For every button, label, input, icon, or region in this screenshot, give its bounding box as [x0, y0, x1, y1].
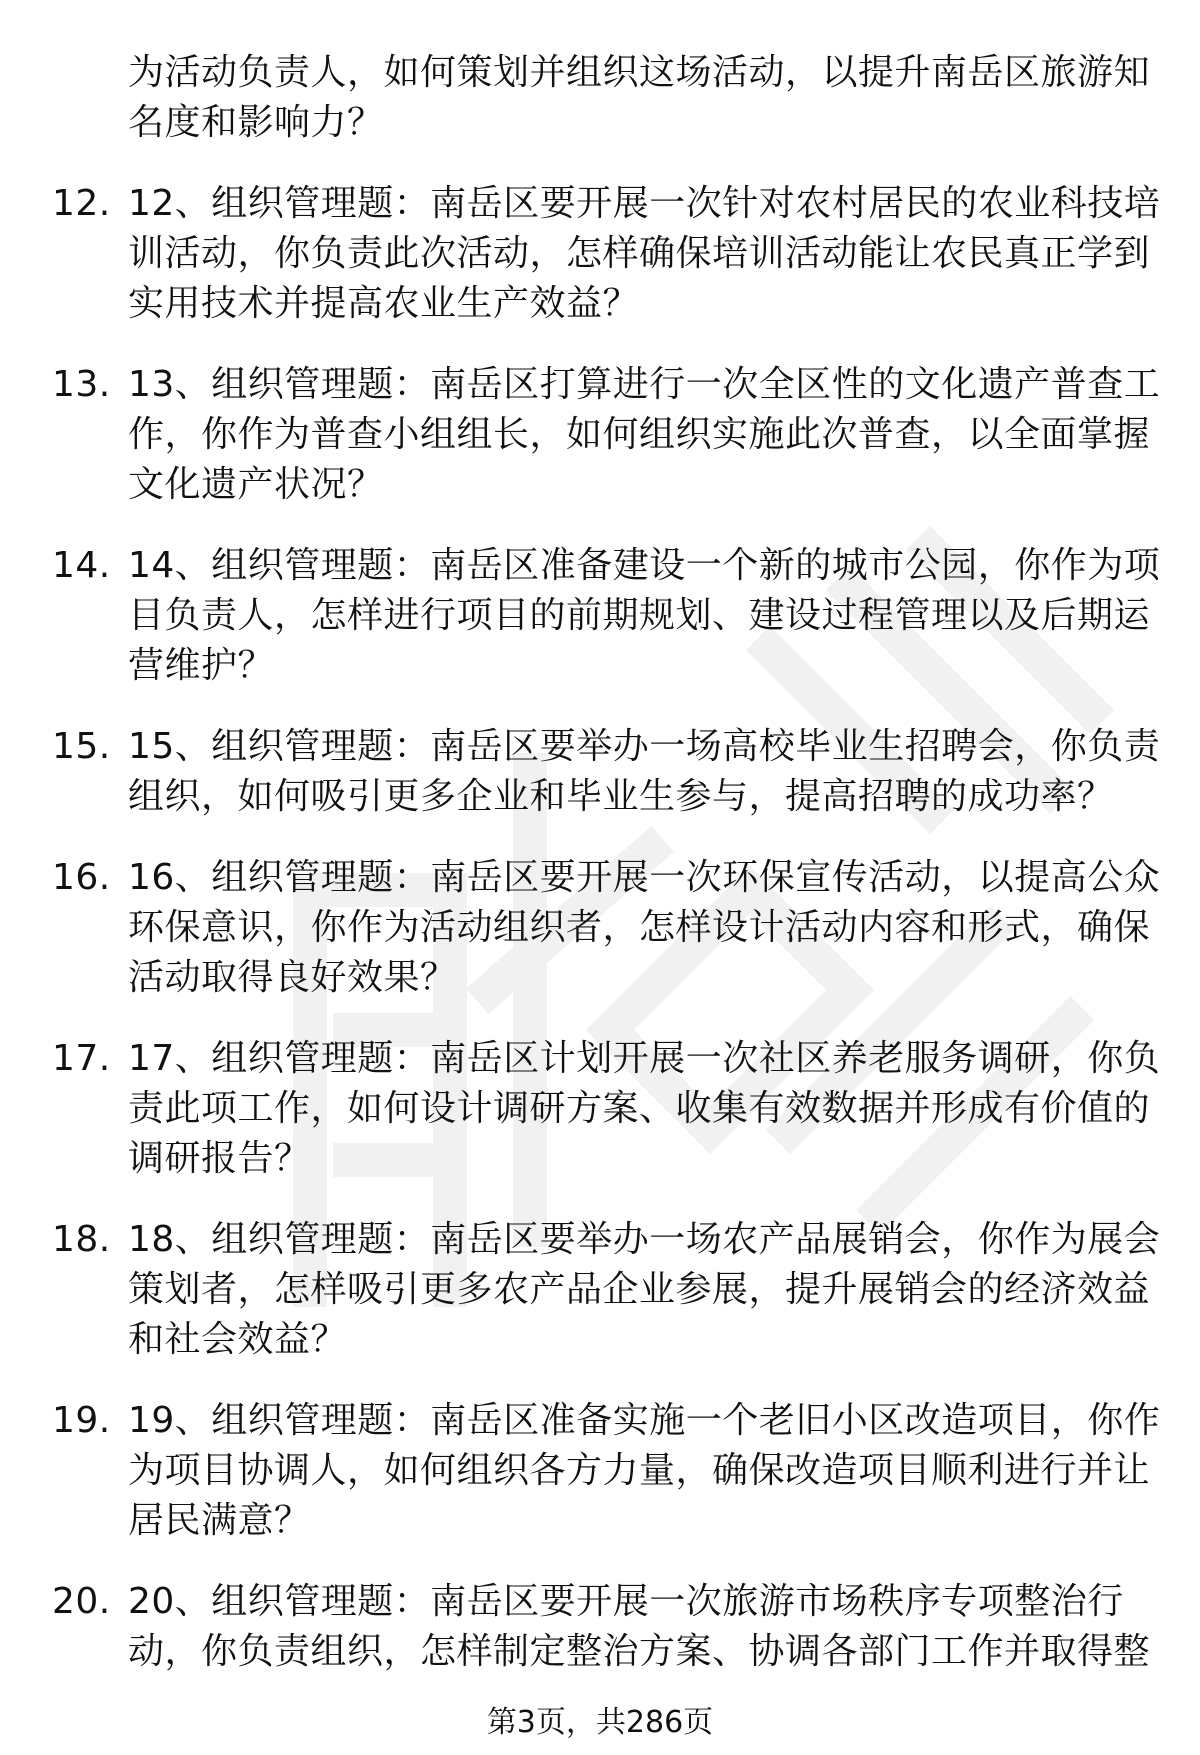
- list-item: [0, 1034, 1200, 1184]
- list-item: [0, 179, 1200, 329]
- item-number: 16.: [52, 857, 111, 898]
- item-text: 14、组织管理题：南岳区准备建设一个新的城市公园，你作为项目负责人，怎样进行项目的前期规划、建设过程管理以及后期运营维护？: [128, 545, 1161, 686]
- item-number: 20.: [52, 1581, 111, 1622]
- item-text: 12、组织管理题：南岳区要开展一次针对农村居民的农业科技培训活动，你负责此次活动，怎样确保培训活动能让农民真正学到实用技术并提高农业生产效益？: [128, 183, 1161, 324]
- item-number: 14.: [52, 545, 111, 586]
- list-item: [0, 853, 1200, 1003]
- item-text: 16、组织管理题：南岳区要开展一次环保宣传活动，以提高公众环保意识，你作为活动组织者，怎样设计活动内容和形式，确保活动取得良好效果？: [128, 857, 1161, 998]
- page-number-label: 第3页，共286页: [486, 1705, 714, 1740]
- item-number: 13.: [52, 364, 111, 405]
- item-number: 18.: [52, 1219, 111, 1260]
- item-number: 15.: [52, 726, 111, 767]
- item-text: 13、组织管理题：南岳区打算进行一次全区性的文化遗产普查工作，你作为普查小组组长，如何组织实施此次普查，以全面掌握文化遗产状况？: [128, 364, 1161, 505]
- item-text: 17、组织管理题：南岳区计划开展一次社区养老服务调研，你负责此项工作，如何设计调研方案、收集有效数据并形成有价值的调研报告？: [128, 1038, 1161, 1179]
- item-number: 17.: [52, 1038, 111, 1079]
- list-item: [0, 1396, 1200, 1546]
- question-list: [0, 48, 1200, 1708]
- list-item: [0, 48, 1200, 148]
- page-footer: [0, 1703, 1200, 1743]
- list-item: [0, 541, 1200, 691]
- list-item: [0, 722, 1200, 822]
- item-text: 19、组织管理题：南岳区准备实施一个老旧小区改造项目，你作为项目协调人，如何组织各方力量，确保改造项目顺利进行并让居民满意？: [128, 1400, 1161, 1541]
- list-item: [0, 1215, 1200, 1365]
- item-number: 19.: [52, 1400, 111, 1441]
- item-text: 18、组织管理题：南岳区要举办一场农产品展销会，你作为展会策划者，怎样吸引更多农产品企业参展，提升展销会的经济效益和社会效益？: [128, 1219, 1161, 1360]
- item-text: 20、组织管理题：南岳区要开展一次旅游市场秩序专项整治行动，你负责组织，怎样制定整治方案、协调各部门工作并取得整: [128, 1581, 1151, 1672]
- item-number: 12.: [52, 183, 111, 224]
- item-text: 15、组织管理题：南岳区要举办一场高校毕业生招聘会，你负责组织，如何吸引更多企业和毕业生参与，提高招聘的成功率？: [128, 726, 1161, 817]
- list-item: [0, 1577, 1200, 1677]
- list-item: [0, 360, 1200, 510]
- item-text: 为活动负责人，如何策划并组织这场活动，以提升南岳区旅游知名度和影响力？: [128, 52, 1151, 143]
